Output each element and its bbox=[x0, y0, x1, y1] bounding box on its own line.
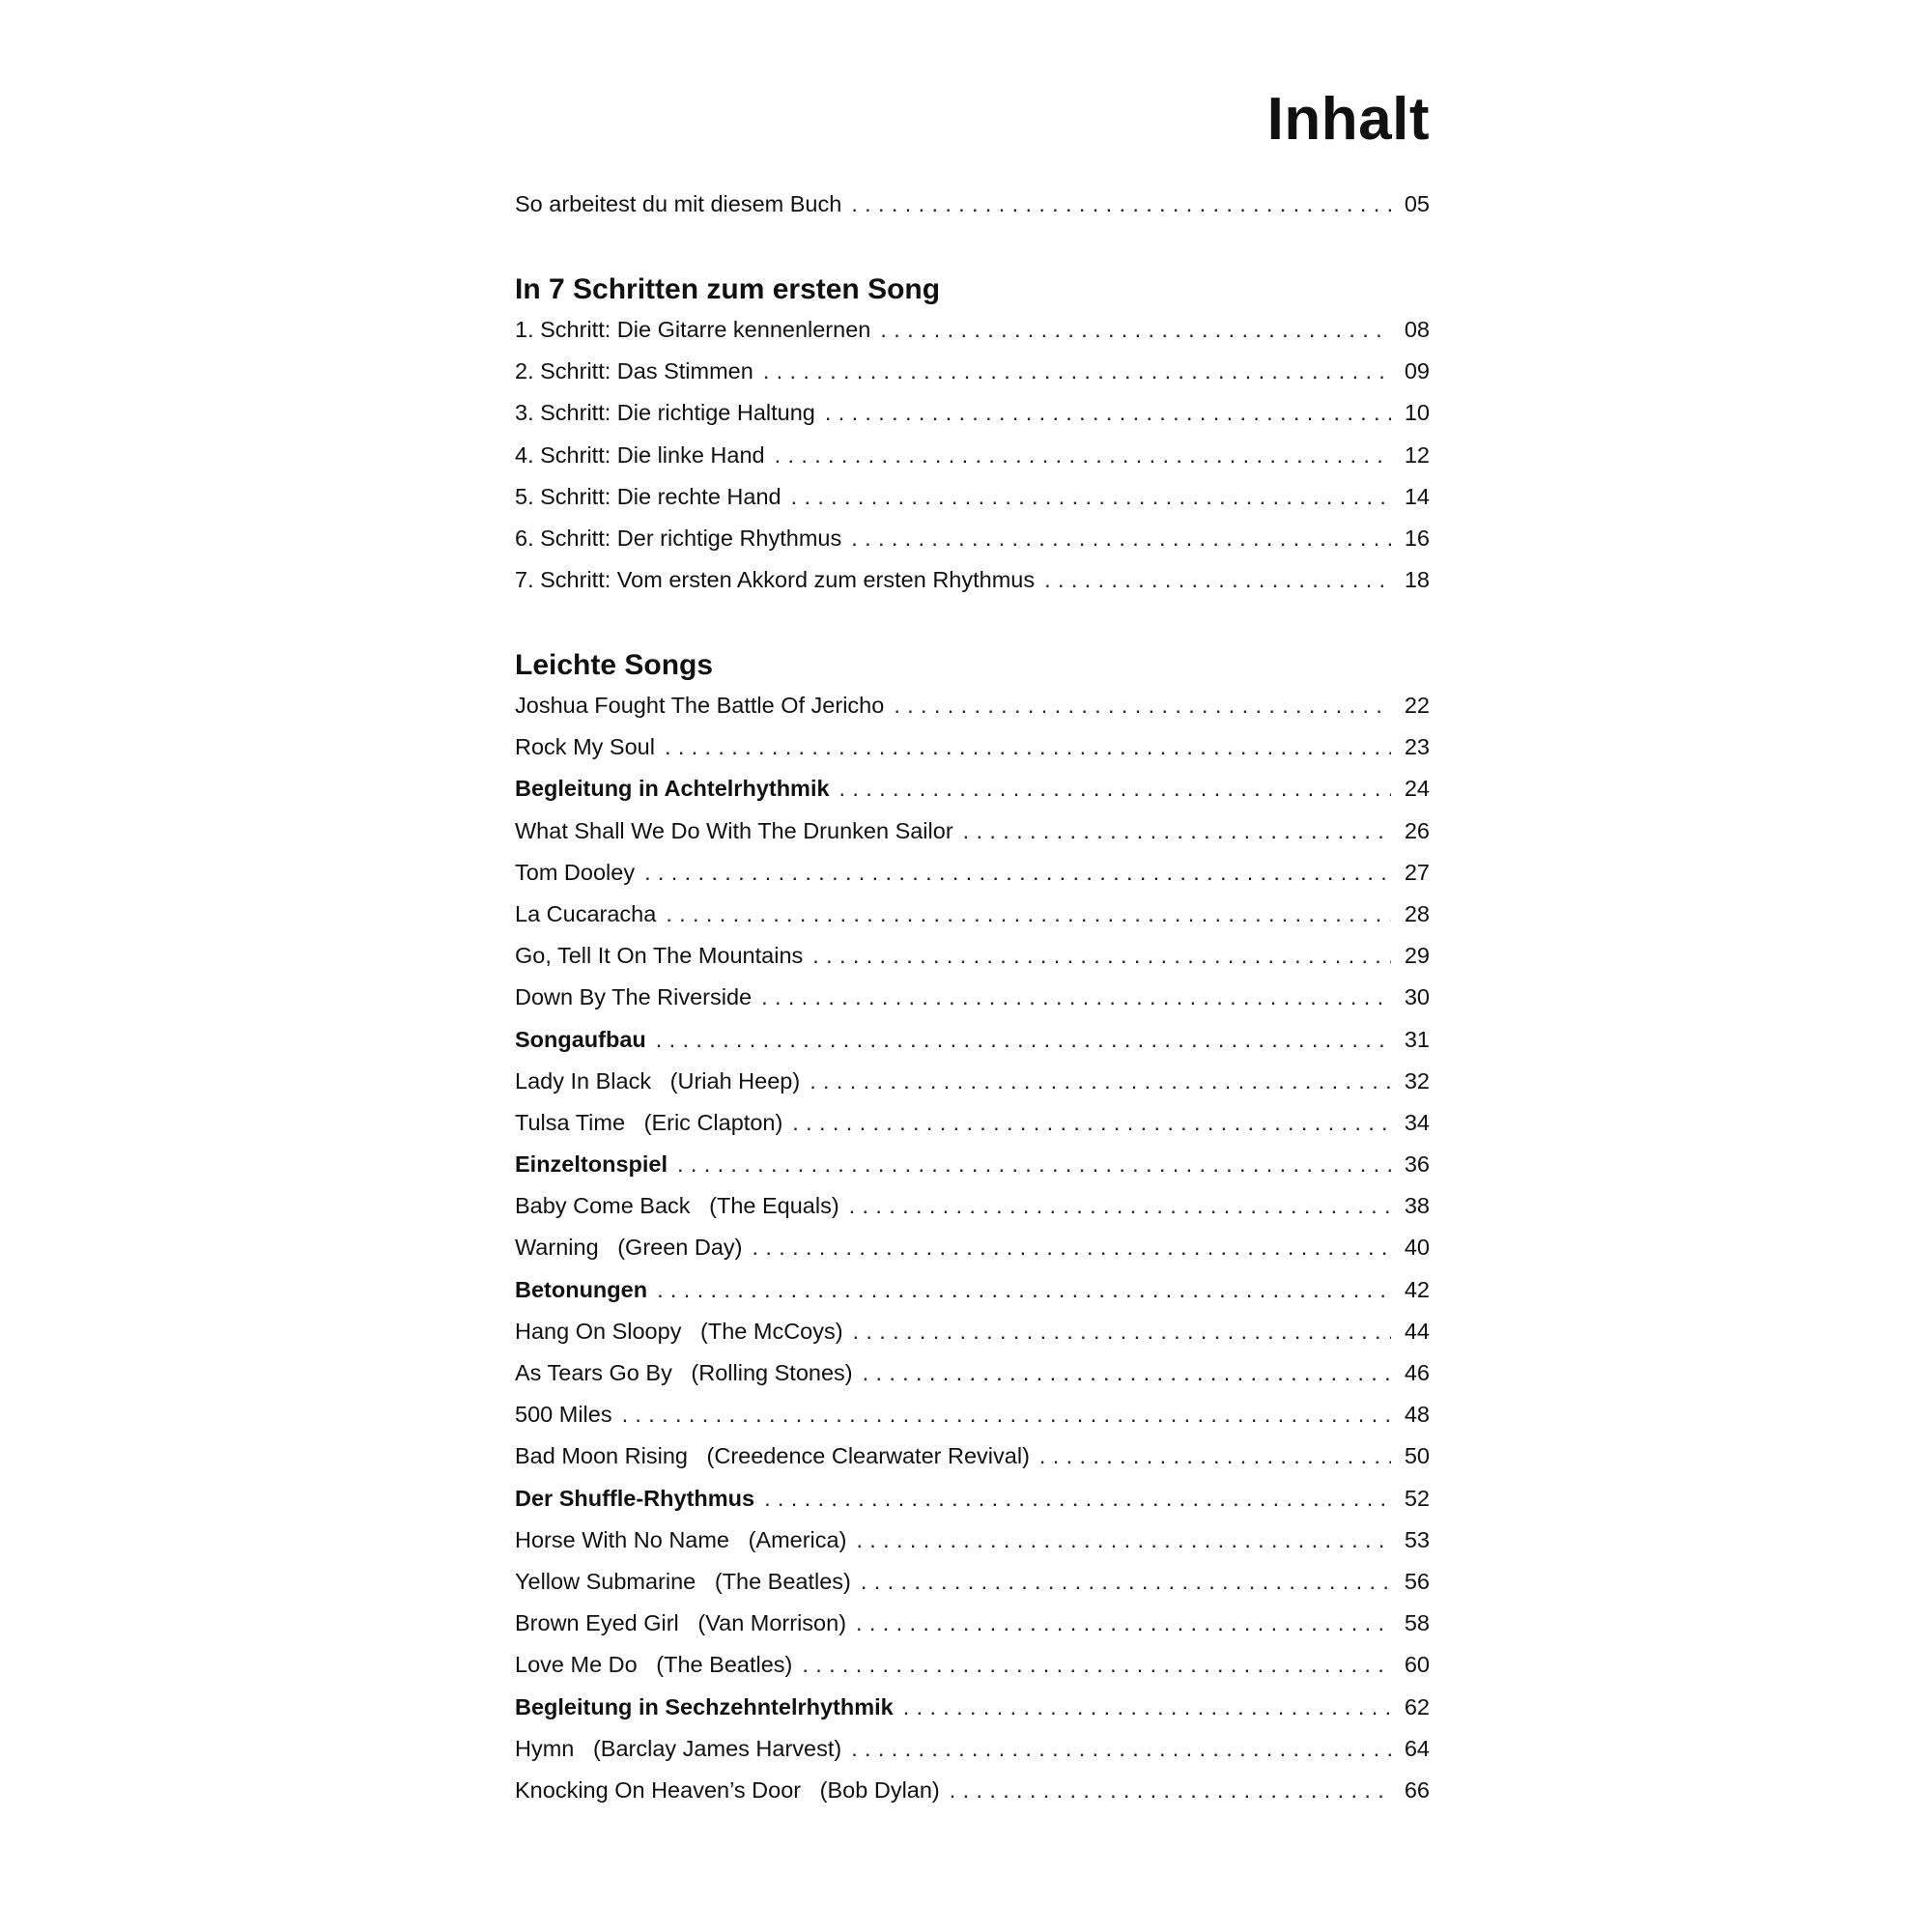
toc-entry-label: 2. Schritt: Das Stimmen bbox=[515, 358, 753, 384]
dot-leader bbox=[903, 1694, 1391, 1720]
toc-entry-label: Brown Eyed Girl (Van Morrison) bbox=[515, 1610, 847, 1636]
toc-entry-topic bbox=[515, 1151, 1430, 1193]
section-list-steps bbox=[515, 317, 1430, 609]
toc-entry bbox=[515, 526, 1430, 567]
dot-leader bbox=[656, 1027, 1391, 1053]
dot-leader bbox=[677, 1151, 1391, 1178]
toc-entry-label: Betonungen bbox=[515, 1276, 648, 1302]
toc-entry-page: 24 bbox=[1404, 776, 1430, 802]
dot-leader bbox=[666, 901, 1391, 927]
toc-entry-page: 31 bbox=[1404, 1026, 1430, 1052]
toc-entry-page: 16 bbox=[1404, 525, 1430, 551]
dot-leader bbox=[802, 1652, 1391, 1678]
dot-leader bbox=[791, 484, 1391, 510]
dot-leader bbox=[839, 776, 1391, 802]
dot-leader bbox=[849, 1193, 1391, 1219]
toc-entry-page: 48 bbox=[1404, 1402, 1430, 1428]
dot-leader bbox=[665, 734, 1391, 760]
toc-entry-label: 3. Schritt: Die richtige Haltung bbox=[515, 400, 815, 426]
toc-entry-page: 46 bbox=[1404, 1360, 1430, 1385]
toc-entry bbox=[515, 984, 1430, 1026]
toc-entry-page: 56 bbox=[1404, 1568, 1430, 1594]
toc-entry-page: 36 bbox=[1404, 1151, 1430, 1178]
toc-entry-page: 62 bbox=[1404, 1693, 1430, 1719]
dot-leader bbox=[856, 1527, 1391, 1553]
dot-leader bbox=[856, 1610, 1391, 1636]
toc-entry-page: 30 bbox=[1404, 984, 1430, 1010]
toc-entry bbox=[515, 693, 1430, 734]
toc-entry-page: 05 bbox=[1404, 191, 1430, 216]
toc-entry bbox=[515, 567, 1430, 609]
toc-entry-page: 29 bbox=[1404, 943, 1430, 969]
dot-leader bbox=[851, 526, 1391, 552]
toc-entry bbox=[515, 1777, 1430, 1819]
intro-list bbox=[515, 191, 1430, 233]
toc-entry-topic bbox=[515, 776, 1430, 817]
toc-entry bbox=[515, 1360, 1430, 1402]
toc-entry-page: 64 bbox=[1404, 1735, 1430, 1761]
toc-entry bbox=[515, 1652, 1430, 1693]
toc-entry-label: 6. Schritt: Der richtige Rhythmus bbox=[515, 525, 842, 551]
toc-entry-label: 5. Schritt: Die rechte Hand bbox=[515, 483, 781, 509]
toc-entry-label: Bad Moon Rising (Creedence Clearwater Revival) bbox=[515, 1443, 1030, 1469]
toc-entry bbox=[515, 317, 1430, 358]
toc-entry bbox=[515, 1319, 1430, 1360]
toc-entry bbox=[515, 943, 1430, 984]
toc-entry-label: Hang On Sloopy (The McCoys) bbox=[515, 1318, 843, 1344]
toc-entry-page: 14 bbox=[1404, 483, 1430, 509]
toc-entry-page: 09 bbox=[1404, 358, 1430, 384]
dot-leader bbox=[775, 442, 1391, 469]
toc-entry-page: 38 bbox=[1404, 1193, 1430, 1219]
section-list-songs bbox=[515, 693, 1430, 1819]
toc-entry bbox=[515, 191, 1430, 233]
toc-entry-page: 12 bbox=[1404, 441, 1430, 468]
toc-entry bbox=[515, 818, 1430, 860]
toc-entry-label: 1. Schritt: Die Gitarre kennenlernen bbox=[515, 317, 871, 342]
dot-leader bbox=[622, 1402, 1391, 1428]
dot-leader bbox=[963, 818, 1391, 844]
toc-entry-page: 26 bbox=[1404, 817, 1430, 843]
toc-entry-topic bbox=[515, 1694, 1430, 1736]
toc-entry-topic bbox=[515, 1486, 1430, 1527]
toc-entry-label: Love Me Do (The Beatles) bbox=[515, 1652, 793, 1678]
toc-entry-label: Begleitung in Achtelrhythmik bbox=[515, 776, 830, 802]
toc-entry-page: 10 bbox=[1404, 400, 1430, 426]
toc-entry-label: Hymn (Barclay James Harvest) bbox=[515, 1735, 842, 1761]
toc-entry-page: 08 bbox=[1404, 317, 1430, 342]
section-heading: In 7 Schritten zum ersten Song bbox=[515, 273, 941, 305]
toc-entry bbox=[515, 1569, 1430, 1610]
page-title: Inhalt bbox=[1266, 86, 1430, 153]
toc-entry-page: 32 bbox=[1404, 1067, 1430, 1094]
toc-entry-page: 42 bbox=[1404, 1276, 1430, 1302]
dot-leader bbox=[763, 358, 1391, 384]
toc-entry-label: Knocking On Heaven’s Door (Bob Dylan) bbox=[515, 1776, 940, 1803]
dot-leader bbox=[880, 317, 1391, 343]
dot-leader bbox=[644, 860, 1391, 886]
toc-entry-page: 44 bbox=[1404, 1318, 1430, 1344]
toc-entry bbox=[515, 442, 1430, 484]
toc-entry-label: 7. Schritt: Vom ersten Akkord zum ersten Rhythmus bbox=[515, 567, 1036, 593]
dot-leader bbox=[1039, 1443, 1391, 1469]
toc-entry bbox=[515, 1610, 1430, 1652]
toc-entry-page: 60 bbox=[1404, 1652, 1430, 1678]
dot-leader bbox=[753, 1235, 1391, 1261]
dot-leader bbox=[950, 1777, 1391, 1804]
toc-entry-label: Joshua Fought The Battle Of Jericho bbox=[515, 693, 885, 718]
toc-entry-label: 500 Miles bbox=[515, 1402, 612, 1428]
toc-entry bbox=[515, 358, 1430, 400]
toc-entry-page: 58 bbox=[1404, 1610, 1430, 1636]
section-heading: Leichte Songs bbox=[515, 649, 714, 681]
dot-leader bbox=[861, 1569, 1391, 1595]
dot-leader bbox=[761, 984, 1391, 1010]
toc-entry-label: Baby Come Back (The Equals) bbox=[515, 1193, 839, 1219]
toc-entry-label: As Tears Go By (Rolling Stones) bbox=[515, 1360, 853, 1385]
dot-leader bbox=[863, 1360, 1391, 1386]
dot-leader bbox=[851, 191, 1391, 217]
toc-entry bbox=[515, 1193, 1430, 1235]
toc-entry bbox=[515, 1736, 1430, 1777]
dot-leader bbox=[764, 1486, 1391, 1512]
toc-entry-label: Lady In Black (Uriah Heep) bbox=[515, 1067, 801, 1094]
toc-entry-label: Songaufbau bbox=[515, 1026, 646, 1052]
toc-entry bbox=[515, 860, 1430, 901]
toc-entry-label: Rock My Soul bbox=[515, 734, 655, 760]
toc-entry-page: 53 bbox=[1404, 1526, 1430, 1552]
toc-entry bbox=[515, 1402, 1430, 1443]
toc-entry bbox=[515, 1443, 1430, 1485]
toc-entry bbox=[515, 484, 1430, 526]
toc-entry-label: Horse With No Name (America) bbox=[515, 1526, 847, 1552]
toc-entry-label: 4. Schritt: Die linke Hand bbox=[515, 441, 765, 468]
toc-entry-label: Tom Dooley bbox=[515, 859, 636, 885]
toc-entry-label: Begleitung in Sechzehntelrhythmik bbox=[515, 1693, 894, 1719]
toc-entry-page: 66 bbox=[1404, 1776, 1430, 1803]
dot-leader bbox=[792, 1110, 1391, 1136]
dot-leader bbox=[853, 1319, 1391, 1345]
toc-entry bbox=[515, 901, 1430, 943]
toc-entry bbox=[515, 1110, 1430, 1151]
toc-entry-label: Einzeltonspiel bbox=[515, 1151, 668, 1178]
toc-entry-label: La Cucaracha bbox=[515, 900, 657, 926]
dot-leader bbox=[1044, 567, 1391, 593]
toc-entry-topic bbox=[515, 1277, 1430, 1319]
toc-entry-label: Der Shuffle-Rhythmus bbox=[515, 1485, 755, 1511]
toc-entry bbox=[515, 400, 1430, 441]
toc-entry-label: Yellow Submarine (The Beatles) bbox=[515, 1568, 851, 1594]
toc-entry-label: Go, Tell It On The Mountains bbox=[515, 943, 804, 969]
toc-entry-label: Tulsa Time (Eric Clapton) bbox=[515, 1109, 783, 1135]
toc-entry-page: 23 bbox=[1404, 734, 1430, 760]
toc-entry-page: 22 bbox=[1404, 693, 1430, 718]
toc-entry-label: What Shall We Do With The Drunken Sailor bbox=[515, 817, 953, 843]
toc-entry bbox=[515, 1527, 1430, 1569]
toc-entry-label: So arbeitest du mit diesem Buch bbox=[515, 191, 842, 216]
toc-entry-page: 52 bbox=[1404, 1485, 1430, 1511]
toc-entry-label: Warning (Green Day) bbox=[515, 1235, 743, 1261]
toc-entry-page: 50 bbox=[1404, 1443, 1430, 1469]
toc-entry-page: 34 bbox=[1404, 1109, 1430, 1135]
dot-leader bbox=[825, 400, 1391, 426]
dot-leader bbox=[851, 1736, 1391, 1762]
toc-entry-label: Down By The Riverside bbox=[515, 984, 753, 1010]
toc-entry-topic bbox=[515, 1027, 1430, 1068]
toc-entry-page: 40 bbox=[1404, 1235, 1430, 1261]
toc-entry-page: 28 bbox=[1404, 900, 1430, 926]
toc-entry-page: 18 bbox=[1404, 567, 1430, 593]
toc-entry-page: 27 bbox=[1404, 859, 1430, 885]
toc-entry bbox=[515, 1235, 1430, 1276]
dot-leader bbox=[812, 943, 1391, 969]
dot-leader bbox=[810, 1068, 1391, 1094]
toc-entry bbox=[515, 1068, 1430, 1110]
dot-leader bbox=[894, 693, 1391, 719]
toc-entry bbox=[515, 734, 1430, 776]
dot-leader bbox=[657, 1277, 1391, 1303]
